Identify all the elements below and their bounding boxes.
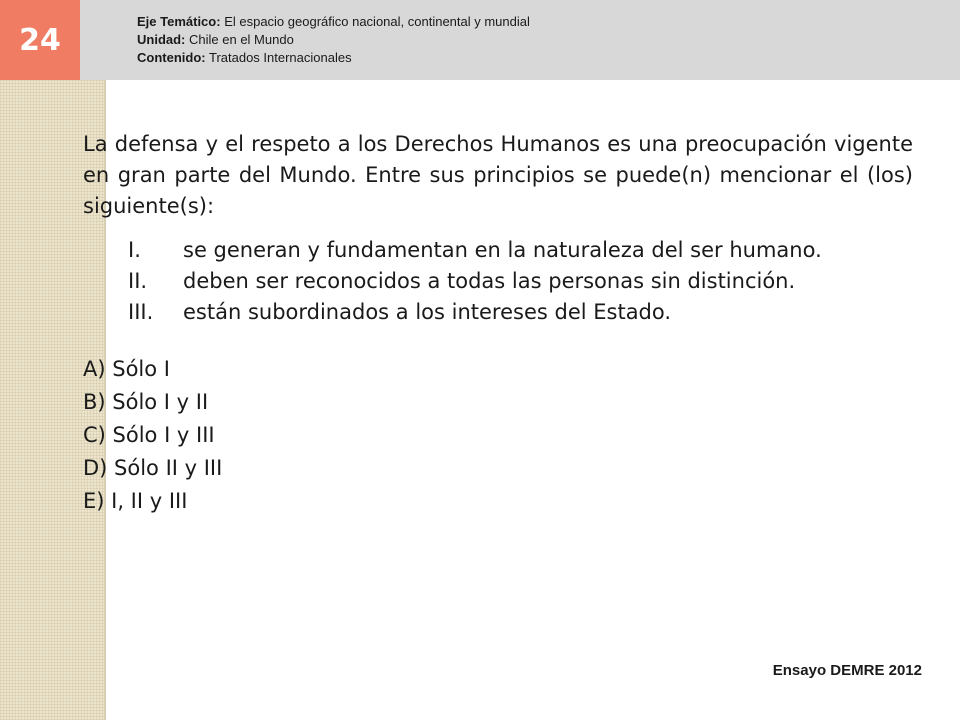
contenido-line xyxy=(137,49,530,67)
question-metadata xyxy=(137,13,530,67)
answer-option-d[interactable]: D) Sólo II y III xyxy=(83,456,223,480)
statement-item xyxy=(83,297,913,328)
answer-option-c[interactable]: C) Sólo I y III xyxy=(83,423,215,447)
eje-tematico-line xyxy=(137,13,530,31)
question-number: 24 xyxy=(0,0,80,80)
eje-value: El espacio geográfico nacional, continental y mundial xyxy=(224,14,530,29)
answer-option-b[interactable]: B) Sólo I y II xyxy=(83,390,209,414)
unidad-line xyxy=(137,31,530,49)
statement-text: están subordinados a los intereses del Estado. xyxy=(183,300,672,324)
unidad-label: Unidad: xyxy=(137,32,186,47)
answer-option-a[interactable]: A) Sólo I xyxy=(83,357,170,381)
statement-numeral: II. xyxy=(128,269,148,293)
contenido-value: Tratados Internacionales xyxy=(208,50,352,65)
question-content xyxy=(83,129,913,518)
answer-option-e[interactable]: E) I, II y III xyxy=(83,489,188,513)
contenido-label: Contenido: xyxy=(137,50,206,65)
question-text: La defensa y el respeto a los Derechos Humanos es una preocupación vigente en gran parte del Mundo. Entre sus principios se puede(n) mencionar el (los) siguiente(s): xyxy=(83,132,913,218)
header-bar xyxy=(0,0,960,80)
statement-list xyxy=(83,235,913,328)
source-footer: Ensayo DEMRE 2012 xyxy=(772,662,922,679)
statement-item xyxy=(83,235,913,266)
statement-item xyxy=(83,266,913,297)
answer-options xyxy=(83,353,913,518)
statement-text: se generan y fundamentan en la naturaleza del ser humano. xyxy=(183,238,822,262)
unidad-value: Chile en el Mundo xyxy=(189,32,294,47)
statement-numeral: III. xyxy=(128,300,154,324)
statement-numeral: I. xyxy=(128,238,141,262)
eje-label: Eje Temático: xyxy=(137,14,221,29)
statement-text: deben ser reconocidos a todas las personas sin distinción. xyxy=(183,269,796,293)
